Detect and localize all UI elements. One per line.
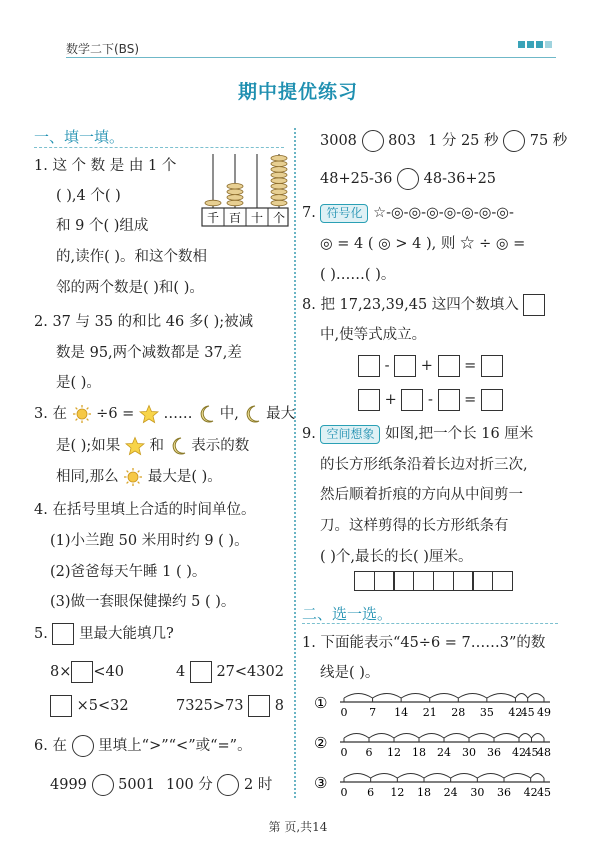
tick-label: 42 <box>508 706 523 719</box>
moon-icon <box>197 404 215 424</box>
answer-box[interactable] <box>481 389 503 411</box>
q5-text: 里最大能填几? <box>79 626 174 642</box>
q9-text: 9. <box>302 426 316 442</box>
s2q1-line: 1. 下面能表示“45÷6 = 7……3”的数 <box>302 635 546 651</box>
book-title: 数学二下(BS) <box>66 42 140 56</box>
section-heading-choose: 二、选一选。 <box>302 605 393 623</box>
number-line-arc <box>458 694 487 699</box>
compare-text: 1 分 25 秒 <box>428 133 499 149</box>
q8-line: 中,使等式成立。 <box>320 327 427 343</box>
abacus-bead <box>271 161 287 167</box>
number-line-arc <box>519 734 532 739</box>
q4-line: (2)爸爸每天午睡 1 ( )。 <box>50 564 207 580</box>
number-line-arc <box>344 694 373 699</box>
compare-text: 75 秒 <box>529 133 568 149</box>
answer-box[interactable] <box>358 389 380 411</box>
q6-expr <box>166 774 272 796</box>
abacus-label-tens: 十 <box>250 211 264 225</box>
option-mark: ③ <box>314 774 328 792</box>
tick-label: 0 <box>340 706 348 719</box>
answer-box[interactable] <box>523 294 545 316</box>
q9-line: 的长方形纸条沿着长边对折三次, <box>320 457 528 473</box>
sun-icon <box>123 467 143 487</box>
tick-label: 21 <box>422 706 437 719</box>
strip-segment <box>492 571 513 591</box>
q3-text: ÷6 = <box>96 406 135 422</box>
q6-line <box>34 735 252 757</box>
q2-line: 是( )。 <box>56 375 101 391</box>
tick-label: 6 <box>365 746 373 759</box>
number-line-arc <box>528 694 544 699</box>
answer-box[interactable] <box>438 389 460 411</box>
q8-line <box>302 294 545 316</box>
q2-line: 2. 37 与 35 的和比 46 多( );被减 <box>34 314 254 330</box>
q9-line: ( )个,最长的长( )厘米。 <box>320 549 473 565</box>
tick-label: 18 <box>417 786 431 799</box>
operator: - <box>384 358 390 374</box>
abacus-bead <box>271 172 287 178</box>
strip-segment <box>374 571 395 591</box>
answer-box[interactable] <box>394 355 416 377</box>
page-title: 期中提优练习 <box>237 81 358 103</box>
q5-expr <box>50 695 129 717</box>
q3-line <box>56 467 222 487</box>
compare-expr <box>320 130 416 152</box>
answer-box[interactable] <box>50 695 72 717</box>
q3-text: 中, <box>219 406 239 422</box>
q9-line: 然后顺着折痕的方向从中间剪一 <box>320 487 523 503</box>
number-line-arc <box>515 694 527 699</box>
number-line-arc <box>344 774 371 779</box>
number-line-arc <box>504 774 531 779</box>
strip-segment <box>413 571 434 591</box>
operator: + <box>420 358 433 374</box>
q3-text: 表示的数 <box>191 438 250 454</box>
q3-text: 最大是( )。 <box>147 469 222 485</box>
answer-box[interactable] <box>190 661 212 683</box>
q5-text: 7325>73 <box>176 698 244 714</box>
page-footer: 第 页,共14 <box>268 820 328 834</box>
header-square-icon <box>545 41 552 48</box>
number-line-arc <box>419 734 444 739</box>
q8-text: 8. 把 17,23,39,45 这四个数填入 <box>302 297 519 313</box>
answer-box[interactable] <box>71 661 93 683</box>
number-line-arc <box>424 774 451 779</box>
tag-spatial: 空间想象 <box>320 425 380 444</box>
tick-label: 42 <box>512 746 526 759</box>
strip-segment <box>433 571 454 591</box>
q5-text: 4 <box>176 664 186 680</box>
tick-label: 0 <box>340 786 348 799</box>
q3-text: 相同,那么 <box>56 469 119 485</box>
q5-text: <40 <box>93 664 124 680</box>
compare-text: 48+25-36 <box>320 171 393 187</box>
s2q1-line: 线是( )。 <box>320 665 380 681</box>
header-square-icon <box>527 41 534 48</box>
option-mark: ② <box>314 734 328 752</box>
q1-line: 的,读作( )。和这个数相 <box>56 249 208 265</box>
moon-icon <box>243 404 261 424</box>
answer-box[interactable] <box>248 695 270 717</box>
number-line-arc <box>469 734 494 739</box>
tick-label: 35 <box>479 706 494 719</box>
number-line-arc <box>369 734 394 739</box>
abacus-rods <box>213 154 279 208</box>
number-line-arc <box>373 694 402 699</box>
number-line-arc <box>394 734 419 739</box>
abacus-bead <box>271 189 287 195</box>
number-line-arc <box>477 774 504 779</box>
q6-text: 里填上“>”“<”或“=”。 <box>98 738 252 754</box>
q7-line: ( )……( )。 <box>320 267 396 283</box>
q9-text: 如图,把一个长 16 厘米 <box>385 426 534 442</box>
abacus-bead <box>271 183 287 189</box>
number-line-arc <box>532 734 545 739</box>
header-square-icon <box>536 41 543 48</box>
q7-line: ◎ = 4 ( ◎ > 4 ), 则 ☆ ÷ ◎ = <box>320 236 526 252</box>
q8-equation-1 <box>358 355 503 377</box>
abacus-figure <box>200 150 290 232</box>
paper-strip-figure <box>354 571 512 595</box>
abacus-bead <box>227 200 243 206</box>
tick-label: 45 <box>520 706 535 719</box>
tick-label: 36 <box>487 746 501 759</box>
section-rule <box>302 623 558 624</box>
q4-line: (1)小兰跑 50 米用时约 9 ( )。 <box>50 533 249 549</box>
number-line-arc <box>430 694 459 699</box>
operator: - <box>427 392 433 408</box>
abacus-label-hundreds: 百 <box>228 211 242 225</box>
q6-text: 2 时 <box>244 777 273 793</box>
abacus-bead <box>227 183 243 189</box>
q3-text: …… <box>163 406 193 422</box>
answer-circle[interactable] <box>503 130 525 152</box>
operator: = <box>464 392 477 408</box>
number-line-arc <box>451 774 478 779</box>
tick-label: 30 <box>462 746 476 759</box>
abacus-bead <box>271 167 287 173</box>
number-line-arc <box>344 734 369 739</box>
tick-label: 36 <box>497 786 511 799</box>
tick-label: 48 <box>537 746 551 759</box>
answer-box[interactable] <box>358 355 380 377</box>
tick-label: 49 <box>537 706 551 719</box>
q4-line: 4. 在括号里填上合适的时间单位。 <box>34 502 256 518</box>
strip-segment <box>472 571 493 591</box>
q5-text: 5. <box>34 626 48 642</box>
answer-box[interactable] <box>401 389 423 411</box>
q5-text: 8× <box>50 664 72 680</box>
q6-text: 6. 在 <box>34 738 67 754</box>
tick-label: 6 <box>367 786 375 799</box>
q3-line <box>56 436 249 456</box>
abacus-bead <box>205 200 221 206</box>
q5-text: 8 <box>274 698 284 714</box>
tick-label: 0 <box>340 746 348 759</box>
answer-box[interactable] <box>52 623 74 645</box>
star-icon <box>125 436 145 456</box>
column-divider <box>294 128 296 798</box>
tick-label: 12 <box>390 786 405 799</box>
star-icon <box>139 404 159 424</box>
q5-expr <box>176 695 284 717</box>
compare-text: 3008 <box>320 133 357 149</box>
q7-text: 7. <box>302 205 316 221</box>
q3-text: 是( );如果 <box>56 438 121 454</box>
moon-icon <box>169 436 187 456</box>
operator: = <box>464 358 477 374</box>
number-line-arc <box>371 774 398 779</box>
abacus-label-thousands: 千 <box>206 211 220 225</box>
section-rule <box>34 147 284 148</box>
tick-label: 28 <box>451 706 466 719</box>
section-heading-fill: 一、填一填。 <box>34 128 125 146</box>
q9-line: 刀。这样剪得的长方形纸条有 <box>320 518 509 534</box>
compare-text: 48-36+25 <box>423 171 497 187</box>
number-line-arc <box>444 734 469 739</box>
number-line-arc <box>531 774 544 779</box>
answer-circle[interactable] <box>72 735 94 757</box>
q1-line: 邻的两个数是( )和( )。 <box>56 280 204 296</box>
answer-circle[interactable] <box>217 774 239 796</box>
q8-equation-2 <box>358 389 503 411</box>
compare-expr <box>428 130 567 152</box>
answer-box[interactable] <box>438 355 460 377</box>
q5-expr <box>50 661 124 683</box>
number-line-arc <box>487 694 516 699</box>
q5-line <box>34 623 174 645</box>
q3-text: 最大 <box>266 406 296 422</box>
number-line-arc <box>401 694 430 699</box>
q1-line: ( ),4 个( ) <box>56 188 121 204</box>
header-rule <box>66 57 556 58</box>
q5-expr <box>176 661 284 683</box>
answer-circle[interactable] <box>397 168 419 190</box>
tick-label: 45 <box>537 786 551 799</box>
abacus-bead <box>271 178 287 184</box>
operator: + <box>384 392 397 408</box>
q4-line: (3)做一套眼保健操约 5 ( )。 <box>50 594 236 610</box>
option-mark: ① <box>314 694 328 712</box>
tick-label: 45 <box>524 746 539 759</box>
number-line-options <box>314 684 558 804</box>
tag-symbolization: 符号化 <box>320 204 368 223</box>
tick-label: 18 <box>412 746 426 759</box>
q7-text: ☆-◎-◎-◎-◎-◎-◎-◎- <box>373 205 514 221</box>
q5-text: ×5<32 <box>76 698 129 714</box>
answer-box[interactable] <box>481 355 503 377</box>
q3-text: 3. 在 <box>34 406 67 422</box>
sun-icon <box>72 404 92 424</box>
q3-text: 和 <box>149 438 165 454</box>
q9-line <box>302 424 533 444</box>
q1-line: 和 9 个( )组成 <box>56 218 149 234</box>
tick-label: 30 <box>470 786 485 799</box>
abacus-bead <box>271 200 287 206</box>
tick-label: 14 <box>394 706 409 719</box>
q3-line <box>34 404 295 424</box>
tick-label: 24 <box>437 746 451 759</box>
q5-text: 27<4302 <box>216 664 284 680</box>
strip-segment <box>453 571 474 591</box>
compare-expr <box>320 168 496 190</box>
strip-segment <box>393 571 414 591</box>
tick-label: 12 <box>387 746 401 759</box>
abacus-bead <box>227 195 243 201</box>
abacus-label-ones: 个 <box>272 211 286 225</box>
abacus-bead <box>271 155 287 161</box>
compare-text: 803 <box>388 133 416 149</box>
q1-line: 1. 这 个 数 是 由 1 个 <box>34 158 177 174</box>
q6-expr <box>50 774 155 796</box>
abacus-bead <box>227 189 243 195</box>
tick-label: 42 <box>523 786 538 799</box>
tick-label: 7 <box>369 706 377 719</box>
answer-circle[interactable] <box>362 130 384 152</box>
strip-segment <box>354 571 375 591</box>
number-line-arc <box>494 734 519 739</box>
tick-label: 24 <box>443 786 458 799</box>
q6-text: 100 分 <box>166 777 213 793</box>
q2-line: 数是 95,两个减数都是 37,差 <box>56 345 242 361</box>
q6-text: 4999 <box>50 777 87 793</box>
answer-circle[interactable] <box>92 774 114 796</box>
q6-text: 5001 <box>118 777 156 793</box>
abacus-bead <box>271 195 287 201</box>
q7-line <box>302 203 514 223</box>
number-line-arc <box>397 774 424 779</box>
header-square-icon <box>518 41 525 48</box>
